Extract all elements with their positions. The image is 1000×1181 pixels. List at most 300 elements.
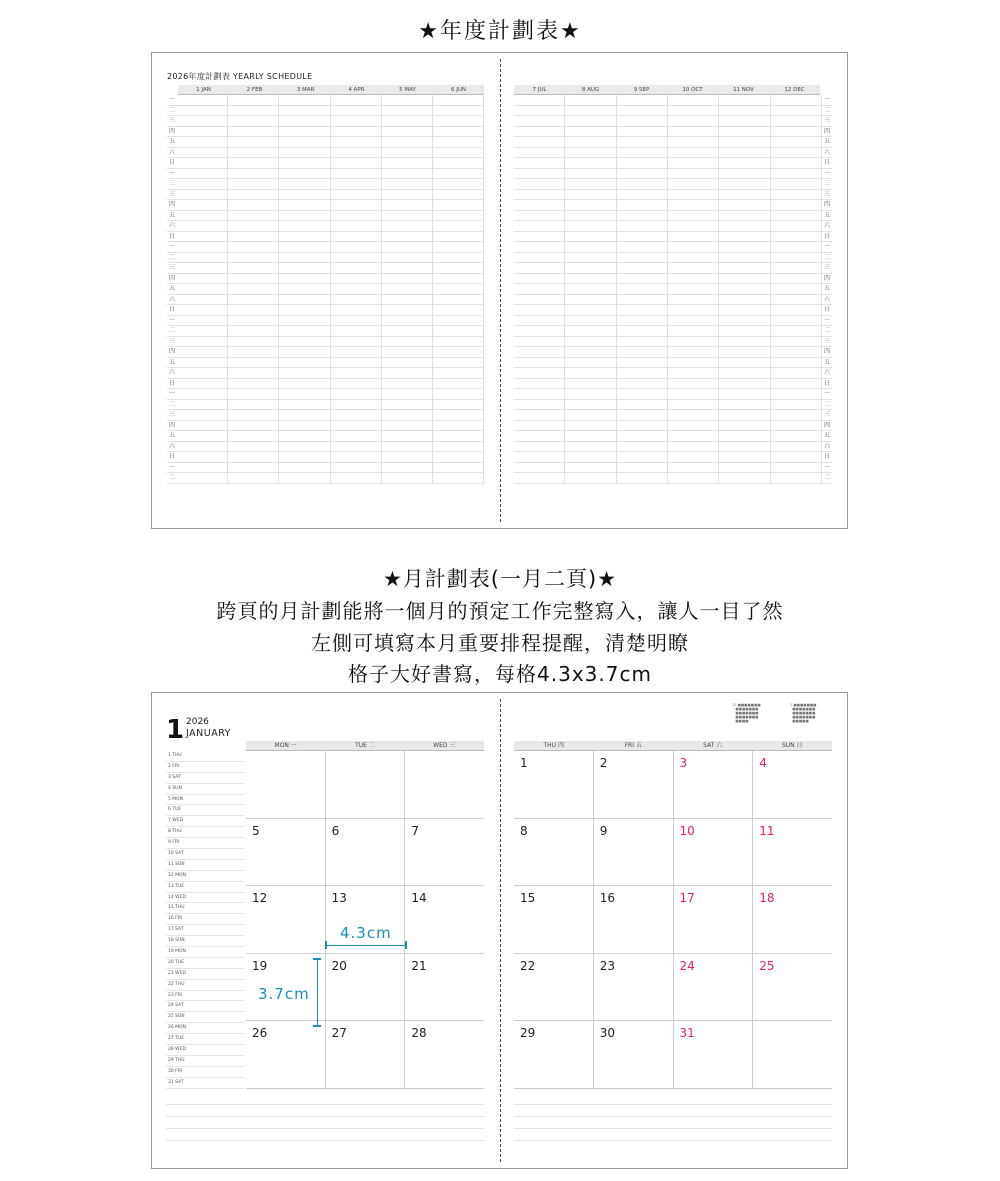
yearly-day-cell [719,410,770,420]
calendar-day-cell[interactable] [674,886,754,953]
yearly-day-cell [228,452,279,462]
yearly-day-cell [771,95,822,105]
calendar-day-number: 11 [759,823,775,838]
yearly-day-cell [228,211,279,221]
yearly-day-cell [771,211,822,221]
yearly-row [514,442,832,453]
yearly-day-cell [514,116,565,126]
yearly-day-cell [565,211,616,221]
yearly-day-cell [382,169,433,179]
yearly-day-cell [433,148,484,158]
yearly-day-cell [228,379,279,389]
yearly-day-cell [331,179,382,189]
yearly-day-cell [719,326,770,336]
yearly-month-header: 6 JUN [450,87,466,93]
yearly-day-cell [177,358,228,368]
yearly-day-cell [565,295,616,305]
yearly-day-cell [331,274,382,284]
yearly-weekday-label: 六 [168,148,175,156]
yearly-day-cell [279,337,330,347]
yearly-day-cell [565,400,616,410]
yearly-day-cell [279,442,330,452]
yearly-row [514,463,832,474]
calendar-week-row [514,954,832,1022]
yearly-day-cell [719,221,770,231]
yearly-row [167,116,484,127]
yearly-day-cell [668,263,719,273]
height-measure-label: 3.7cm [258,985,310,1003]
yearly-day-cell [382,347,433,357]
yearly-day-cell [433,211,484,221]
width-measure-line [326,945,406,946]
calendar-day-cell[interactable] [753,751,832,818]
yearly-row [167,242,484,253]
yearly-day-cell [433,137,484,147]
day-list-item: 21 WED [166,969,244,980]
yearly-weekday-label: 日 [168,232,175,240]
day-list-item: 19 MON [166,947,244,958]
yearly-row [167,389,484,400]
yearly-day-cell [228,190,279,200]
calendar-day-cell[interactable] [594,751,674,818]
calendar-day-cell[interactable] [246,819,326,886]
yearly-weekday-label: 日 [823,453,830,460]
yearly-day-cell [719,106,770,116]
yearly-month-header: 12 DEC [784,87,805,93]
yearly-day-cell [771,305,822,315]
yearly-day-cell [617,421,668,431]
yearly-day-cell [177,95,228,105]
monthly-section-heading: ★月計劃表(一月二頁)★ [382,567,618,591]
calendar-day-cell[interactable] [246,751,326,818]
calendar-day-cell[interactable] [594,1021,674,1088]
yearly-day-cell [514,347,565,357]
yearly-month-header: 2 FEB [246,87,263,93]
yearly-day-cell [177,442,228,452]
yearly-day-cell [514,242,565,252]
calendar-day-cell[interactable] [514,1021,594,1088]
yearly-row [167,463,484,474]
calendar-day-cell[interactable] [594,954,674,1021]
yearly-day-cell [719,379,770,389]
month-year: 2026 [186,717,209,727]
calendar-week-row [246,886,484,954]
day-list-item: 27 TUE [166,1034,244,1045]
yearly-day-cell [514,295,565,305]
yearly-day-cell [177,106,228,116]
yearly-row [514,284,832,295]
yearly-day-cell [382,326,433,336]
yearly-day-cell [719,95,770,105]
yearly-day-cell [565,116,616,126]
yearly-weekday-label: 一 [168,316,175,324]
yearly-row [514,410,832,421]
yearly-day-cell [565,253,616,263]
yearly-day-cell [382,368,433,378]
yearly-weekday-label: 四 [168,348,175,355]
yearly-weekday-label: 三 [168,337,175,345]
yearly-day-cell [433,316,484,326]
yearly-day-cell [514,137,565,147]
yearly-day-cell [382,179,433,189]
yearly-day-cell [382,242,433,252]
calendar-day-cell[interactable] [753,886,832,953]
yearly-row [514,169,832,180]
day-header: TUE 二 [355,742,375,749]
calendar-day-number: 1 [520,756,528,770]
day-list-item: 23 FRI [166,991,244,1002]
yearly-day-cell [565,148,616,158]
calendar-day-cell[interactable] [326,1021,406,1088]
yearly-day-cell [565,431,616,441]
yearly-day-cell [382,431,433,441]
calendar-day-cell[interactable] [326,954,406,1021]
calendar-day-cell[interactable] [405,886,484,953]
yearly-row [514,389,832,400]
yearly-day-cell [279,410,330,420]
calendar-day-cell[interactable] [514,954,594,1021]
yearly-day-cell [617,242,668,252]
yearly-day-cell [331,431,382,441]
calendar-day-number: 17 [679,891,695,905]
day-list-item: 7 WED [166,816,244,827]
yearly-day-cell [668,400,719,410]
yearly-day-cell [617,106,668,116]
calendar-day-number: 27 [331,1026,347,1040]
yearly-day-cell [433,253,484,263]
notes-lines-right [514,1093,832,1141]
yearly-day-cell [177,211,228,221]
yearly-day-cell [331,410,382,420]
yearly-day-cell [382,442,433,452]
yearly-day-cell [228,200,279,210]
yearly-row [167,431,484,442]
yearly-day-cell [228,137,279,147]
yearly-day-cell [331,400,382,410]
calendar-day-cell[interactable] [674,954,754,1021]
yearly-weekday-label: 日 [168,379,175,387]
yearly-day-cell [177,326,228,336]
calendar-day-number: 6 [331,823,340,838]
yearly-day-cell [382,221,433,231]
yearly-day-cell [565,316,616,326]
yearly-day-cell [514,148,565,158]
yearly-weekday-label: 二 [168,327,175,334]
calendar-day-cell[interactable] [246,1021,326,1088]
yearly-day-cell [279,190,330,200]
yearly-weekday-label: 五 [168,285,175,292]
yearly-day-cell [382,358,433,368]
yearly-day-cell [565,221,616,231]
yearly-weekday-label: 五 [168,358,175,366]
calendar-day-cell[interactable] [753,819,832,886]
yearly-row [514,127,832,138]
yearly-day-cell [514,368,565,378]
yearly-day-cell [177,431,228,441]
yearly-row [514,106,832,117]
yearly-row [514,95,832,106]
yearly-day-cell [279,316,330,326]
yearly-row [514,148,832,159]
yearly-day-cell [719,242,770,252]
yearly-day-cell [177,200,228,210]
yearly-day-cell [279,274,330,284]
yearly-day-cell [382,400,433,410]
yearly-day-cell [668,95,719,105]
yearly-day-cell [228,179,279,189]
yearly-day-cell [228,95,279,105]
yearly-weekday-label: 五 [823,138,830,145]
yearly-day-cell [279,221,330,231]
calendar-day-number: 13 [331,891,347,905]
yearly-row [167,148,484,159]
yearly-day-cell [617,211,668,221]
yearly-day-cell [433,200,484,210]
height-measure-tick-bottom [313,1025,321,1027]
yearly-day-cell [382,148,433,158]
calendar-day-cell[interactable] [753,1021,832,1088]
yearly-row [167,421,484,432]
yearly-day-cell [228,127,279,137]
yearly-day-cell [228,421,279,431]
yearly-day-cell [514,421,565,431]
calendar-day-cell[interactable] [594,819,674,886]
yearly-day-cell [719,473,770,483]
yearly-day-cell [331,347,382,357]
yearly-day-cell [771,158,822,168]
yearly-day-cell [668,473,719,483]
yearly-day-cell [617,158,668,168]
yearly-day-cell [228,316,279,326]
yearly-day-cell [771,127,822,137]
yearly-day-cell [565,473,616,483]
yearly-day-cell [331,253,382,263]
yearly-weekday-label: 一 [168,96,175,103]
yearly-day-cell [668,253,719,263]
yearly-day-cell [719,463,770,473]
mini-calendar-next: 2 ■■■■■■■ ■■■■■■■ ■■■■■■■ ■■■■■■■ ■■■■■ [790,703,817,723]
yearly-day-cell [771,242,822,252]
yearly-day-cell [228,410,279,420]
day-list-item: 25 SUN [166,1012,244,1023]
calendar-day-cell[interactable] [246,886,326,953]
yearly-day-cell [279,421,330,431]
calendar-day-cell[interactable] [594,886,674,953]
calendar-day-cell[interactable] [674,819,754,886]
day-headers-right [514,741,832,751]
yearly-day-cell [228,253,279,263]
yearly-title: 2026年度計劃表 YEARLY SCHEDULE [167,72,313,81]
yearly-row [514,116,832,127]
calendar-day-cell[interactable] [514,886,594,953]
yearly-day-cell [668,368,719,378]
notes-lines-left [166,1093,484,1141]
calendar-day-cell[interactable] [753,954,832,1021]
day-header: FRI 五 [624,742,642,749]
calendar-day-number: 31 [679,1026,695,1040]
yearly-day-cell [771,347,822,357]
calendar-day-cell[interactable] [405,751,484,818]
yearly-day-cell [331,421,382,431]
yearly-row [167,158,484,169]
yearly-row [514,253,832,264]
calendar-day-cell[interactable] [326,751,406,818]
monthly-schedule-spread [151,692,848,1169]
yearly-weekday-label: 四 [823,127,830,135]
yearly-day-cell [279,389,330,399]
yearly-row [167,253,484,264]
yearly-day-cell [719,253,770,263]
calendar-day-cell[interactable] [405,954,484,1021]
month-number: 1 [166,715,185,745]
yearly-day-cell [279,116,330,126]
width-measure-tick-right [405,941,407,949]
calendar-day-number: 16 [599,891,616,905]
calendar-week-row [246,819,484,887]
yearly-row [167,452,484,463]
yearly-weekday-label: 二 [823,106,830,114]
yearly-weekday-label: 一 [168,243,175,250]
yearly-day-cell [617,295,668,305]
calendar-day-cell[interactable] [405,1021,484,1088]
yearly-day-cell [668,452,719,462]
yearly-day-cell [668,284,719,294]
yearly-day-cell [565,169,616,179]
yearly-day-cell [617,232,668,242]
yearly-day-cell [617,389,668,399]
yearly-row [167,274,484,285]
yearly-grid-left [167,95,484,484]
yearly-day-cell [514,358,565,368]
yearly-day-cell [331,95,382,105]
yearly-row [514,421,832,432]
yearly-day-cell [617,137,668,147]
yearly-day-cell [668,389,719,399]
yearly-day-cell [177,274,228,284]
page-fold-line [500,59,501,522]
yearly-day-cell [514,211,565,221]
yearly-weekday-label: 六 [168,442,175,450]
yearly-day-cell [771,116,822,126]
yearly-row [167,179,484,190]
yearly-weekday-label: 二 [823,400,830,408]
yearly-weekday-label: 六 [168,295,175,303]
day-list-item: 20 TUE [166,958,244,969]
yearly-day-cell [565,127,616,137]
yearly-day-cell [771,263,822,273]
yearly-day-cell [771,232,822,242]
yearly-row [514,316,832,327]
yearly-month-header: 9 SEP [633,87,650,93]
yearly-day-cell [514,200,565,210]
calendar-day-cell[interactable] [674,1021,754,1088]
yearly-row [167,169,484,180]
yearly-day-cell [617,221,668,231]
yearly-day-cell [514,305,565,315]
yearly-day-cell [279,379,330,389]
yearly-day-cell [433,232,484,242]
yearly-day-cell [719,200,770,210]
yearly-day-cell [433,347,484,357]
yearly-day-cell [514,473,565,483]
yearly-day-cell [565,200,616,210]
yearly-weekday-label: 一 [168,169,175,177]
yearly-day-cell [228,473,279,483]
yearly-day-cell [771,431,822,441]
yearly-day-cell [382,211,433,221]
yearly-day-cell [279,200,330,210]
yearly-day-cell [433,389,484,399]
yearly-month-header: 1 JAN [196,87,211,93]
day-list-item: 28 WED [166,1045,244,1056]
yearly-row [514,232,832,243]
day-list-item: 13 TUE [166,882,244,893]
yearly-day-cell [514,95,565,105]
calendar-week-row [246,751,484,819]
yearly-day-cell [228,295,279,305]
yearly-day-cell [771,253,822,263]
day-list-item: 22 THU [166,980,244,991]
yearly-day-cell [668,295,719,305]
yearly-day-cell [382,316,433,326]
calendar-day-cell[interactable] [326,819,406,886]
yearly-day-cell [565,368,616,378]
yearly-day-cell [719,274,770,284]
yearly-day-cell [617,452,668,462]
yearly-day-cell [617,368,668,378]
yearly-weekday-label: 二 [168,253,175,261]
yearly-row [167,347,484,358]
yearly-day-cell [565,190,616,200]
yearly-day-cell [433,190,484,200]
yearly-day-cell [617,263,668,273]
calendar-day-cell[interactable] [514,819,594,886]
yearly-day-cell [228,263,279,273]
yearly-day-cell [433,263,484,273]
yearly-day-cell [617,400,668,410]
height-measure-tick-top [313,958,321,960]
yearly-row [167,326,484,337]
day-list-item: 3 SAT [166,773,244,784]
yearly-day-cell [382,137,433,147]
yearly-day-cell [771,284,822,294]
calendar-day-cell[interactable] [405,819,484,886]
yearly-month-header: 4 APR [348,87,365,93]
yearly-day-cell [279,169,330,179]
calendar-day-cell[interactable] [514,751,594,818]
calendar-day-number: 9 [599,823,608,838]
yearly-day-cell [771,326,822,336]
day-list-item: 9 FRI [166,838,244,849]
calendar-day-cell[interactable] [674,751,754,818]
yearly-day-cell [331,190,382,200]
calendar-day-number: 2 [599,756,608,770]
yearly-row [514,326,832,337]
yearly-day-cell [382,158,433,168]
yearly-day-cell [514,253,565,263]
yearly-day-cell [719,137,770,147]
yearly-day-cell [228,221,279,231]
yearly-day-cell [617,253,668,263]
calendar-day-cell[interactable] [326,886,406,953]
yearly-day-cell [565,421,616,431]
yearly-day-cell [719,389,770,399]
yearly-day-cell [177,379,228,389]
yearly-row [514,221,832,232]
yearly-weekday-label: 三 [168,190,175,198]
day-list-item: 15 THU [166,903,244,914]
yearly-day-cell [668,200,719,210]
